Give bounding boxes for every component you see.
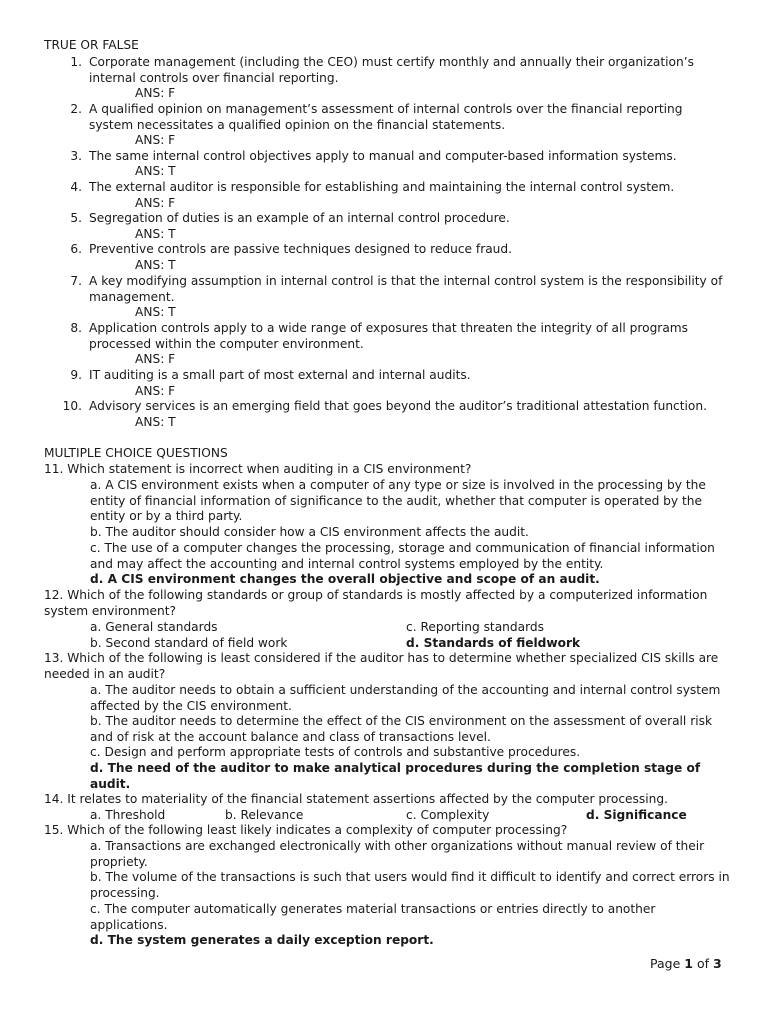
tf-statement: Application controls apply to a wide range of exposures that threaten the integrity of all programs processed within the computer environment. bbox=[89, 321, 689, 351]
tf-answer-5: ANS: T bbox=[135, 227, 176, 241]
option-13-d-answer: d. The need of the auditor to make analytical procedures during the completion stage of audit. bbox=[90, 761, 701, 791]
tf-answer-10: ANS: T bbox=[135, 415, 176, 429]
option-12-d-answer: d. Standards of fieldwork bbox=[406, 636, 581, 650]
tf-statement: Segregation of duties is an example of an internal control procedure. bbox=[89, 211, 510, 225]
option-11-a: a. A CIS environment exists when a computer of any type or size is involved in the processing by the entity of financial information of significance to the audit, whether that computer is operated by the entity or by a third party. bbox=[90, 478, 706, 524]
option-14-d-answer: d. Significance bbox=[586, 808, 687, 822]
option-13-a: a. The auditor needs to obtain a sufficient understanding of the accounting and internal control system affected by the CIS environment. bbox=[90, 683, 721, 713]
tf-statement: The external auditor is responsible for establishing and maintaining the internal control system. bbox=[89, 180, 675, 194]
tf-answer-2: ANS: F bbox=[135, 133, 176, 147]
page-word: Page bbox=[650, 956, 681, 971]
option-11-b: b. The auditor should consider how a CIS environment affects the audit. bbox=[90, 525, 529, 539]
tf-statement: Corporate management (including the CEO) must certify monthly and annually their organization’s internal controls over financial reporting. bbox=[89, 55, 694, 85]
option-15-c: c. The computer automatically generates material transactions or entries directly to another applications. bbox=[90, 902, 656, 932]
question-11: 11. Which statement is incorrect when auditing in a CIS environment? bbox=[44, 462, 472, 476]
question-15: 15. Which of the following least likely indicates a complexity of computer processing? bbox=[44, 823, 568, 837]
tf-number: 4. bbox=[70, 180, 82, 194]
page-footer bbox=[650, 956, 722, 972]
tf-number: 3. bbox=[70, 149, 82, 163]
tf-answer-3: ANS: T bbox=[135, 164, 176, 178]
tf-number: 9. bbox=[70, 368, 82, 382]
option-15-b: b. The volume of the transactions is such that users would find it difficult to identify and correct errors in processing. bbox=[90, 870, 730, 900]
question-13: 13. Which of the following is least considered if the auditor has to determine whether specialized CIS skills are needed in an audit? bbox=[44, 651, 719, 681]
tf-number: 1. bbox=[70, 55, 82, 69]
page-total: 3 bbox=[712, 956, 722, 971]
tf-number: 10. bbox=[62, 399, 82, 413]
option-11-d-answer: d. A CIS environment changes the overall objective and scope of an audit. bbox=[90, 572, 600, 586]
option-13-c: c. Design and perform appropriate tests of controls and substantive procedures. bbox=[90, 745, 581, 759]
option-15-d-answer: d. The system generates a daily exception report. bbox=[90, 933, 434, 947]
tf-answer-4: ANS: F bbox=[135, 196, 176, 210]
option-12-c: c. Reporting standards bbox=[406, 620, 544, 634]
tf-heading: TRUE OR FALSE bbox=[44, 38, 139, 52]
option-13-b: b. The auditor needs to determine the effect of the CIS environment on the assessment of overall risk and of risk at the account balance and class of transactions level. bbox=[90, 714, 712, 744]
tf-statement: IT auditing is a small part of most external and internal audits. bbox=[89, 368, 471, 382]
page-current: 1 bbox=[684, 956, 693, 971]
tf-statement: Preventive controls are passive techniques designed to reduce fraud. bbox=[89, 242, 513, 256]
option-12-b: b. Second standard of field work bbox=[90, 636, 288, 650]
tf-answer-9: ANS: F bbox=[135, 384, 176, 398]
tf-answer-1: ANS: F bbox=[135, 86, 176, 100]
tf-number: 8. bbox=[70, 321, 82, 335]
question-12: 12. Which of the following standards or group of standards is mostly affected by a computerized information system environment? bbox=[44, 588, 708, 618]
tf-statement: A key modifying assumption in internal control is that the internal control system is the responsibility of management. bbox=[89, 274, 723, 304]
option-14-b: b. Relevance bbox=[225, 808, 304, 822]
option-11-c: c. The use of a computer changes the processing, storage and communication of financial information and may affect the accounting and internal control systems employed by the entity. bbox=[90, 541, 715, 571]
tf-answer-6: ANS: T bbox=[135, 258, 176, 272]
option-14-a: a. Threshold bbox=[90, 808, 166, 822]
option-15-a: a. Transactions are exchanged electronically with other organizations without manual review of their propriety. bbox=[90, 839, 705, 869]
tf-statement: A qualified opinion on management’s assessment of internal controls over the financial reporting system necessitates a qualified opinion on the financial statements. bbox=[89, 102, 683, 132]
option-12-a: a. General standards bbox=[90, 620, 218, 634]
tf-number: 2. bbox=[70, 102, 82, 116]
tf-answer-8: ANS: F bbox=[135, 352, 176, 366]
tf-statement: Advisory services is an emerging field that goes beyond the auditor’s traditional attestation function. bbox=[89, 399, 707, 413]
tf-number: 5. bbox=[70, 211, 82, 225]
tf-number: 7. bbox=[70, 274, 82, 288]
tf-answer-7: ANS: T bbox=[135, 305, 176, 319]
question-14: 14. It relates to materiality of the financial statement assertions affected by the computer processing. bbox=[44, 792, 668, 806]
tf-number: 6. bbox=[70, 242, 82, 256]
option-14-c: c. Complexity bbox=[406, 808, 490, 822]
tf-statement: The same internal control objectives apply to manual and computer-based information systems. bbox=[89, 149, 677, 163]
page-of-word: of bbox=[696, 956, 709, 971]
mcq-heading: MULTIPLE CHOICE QUESTIONS bbox=[44, 446, 228, 460]
